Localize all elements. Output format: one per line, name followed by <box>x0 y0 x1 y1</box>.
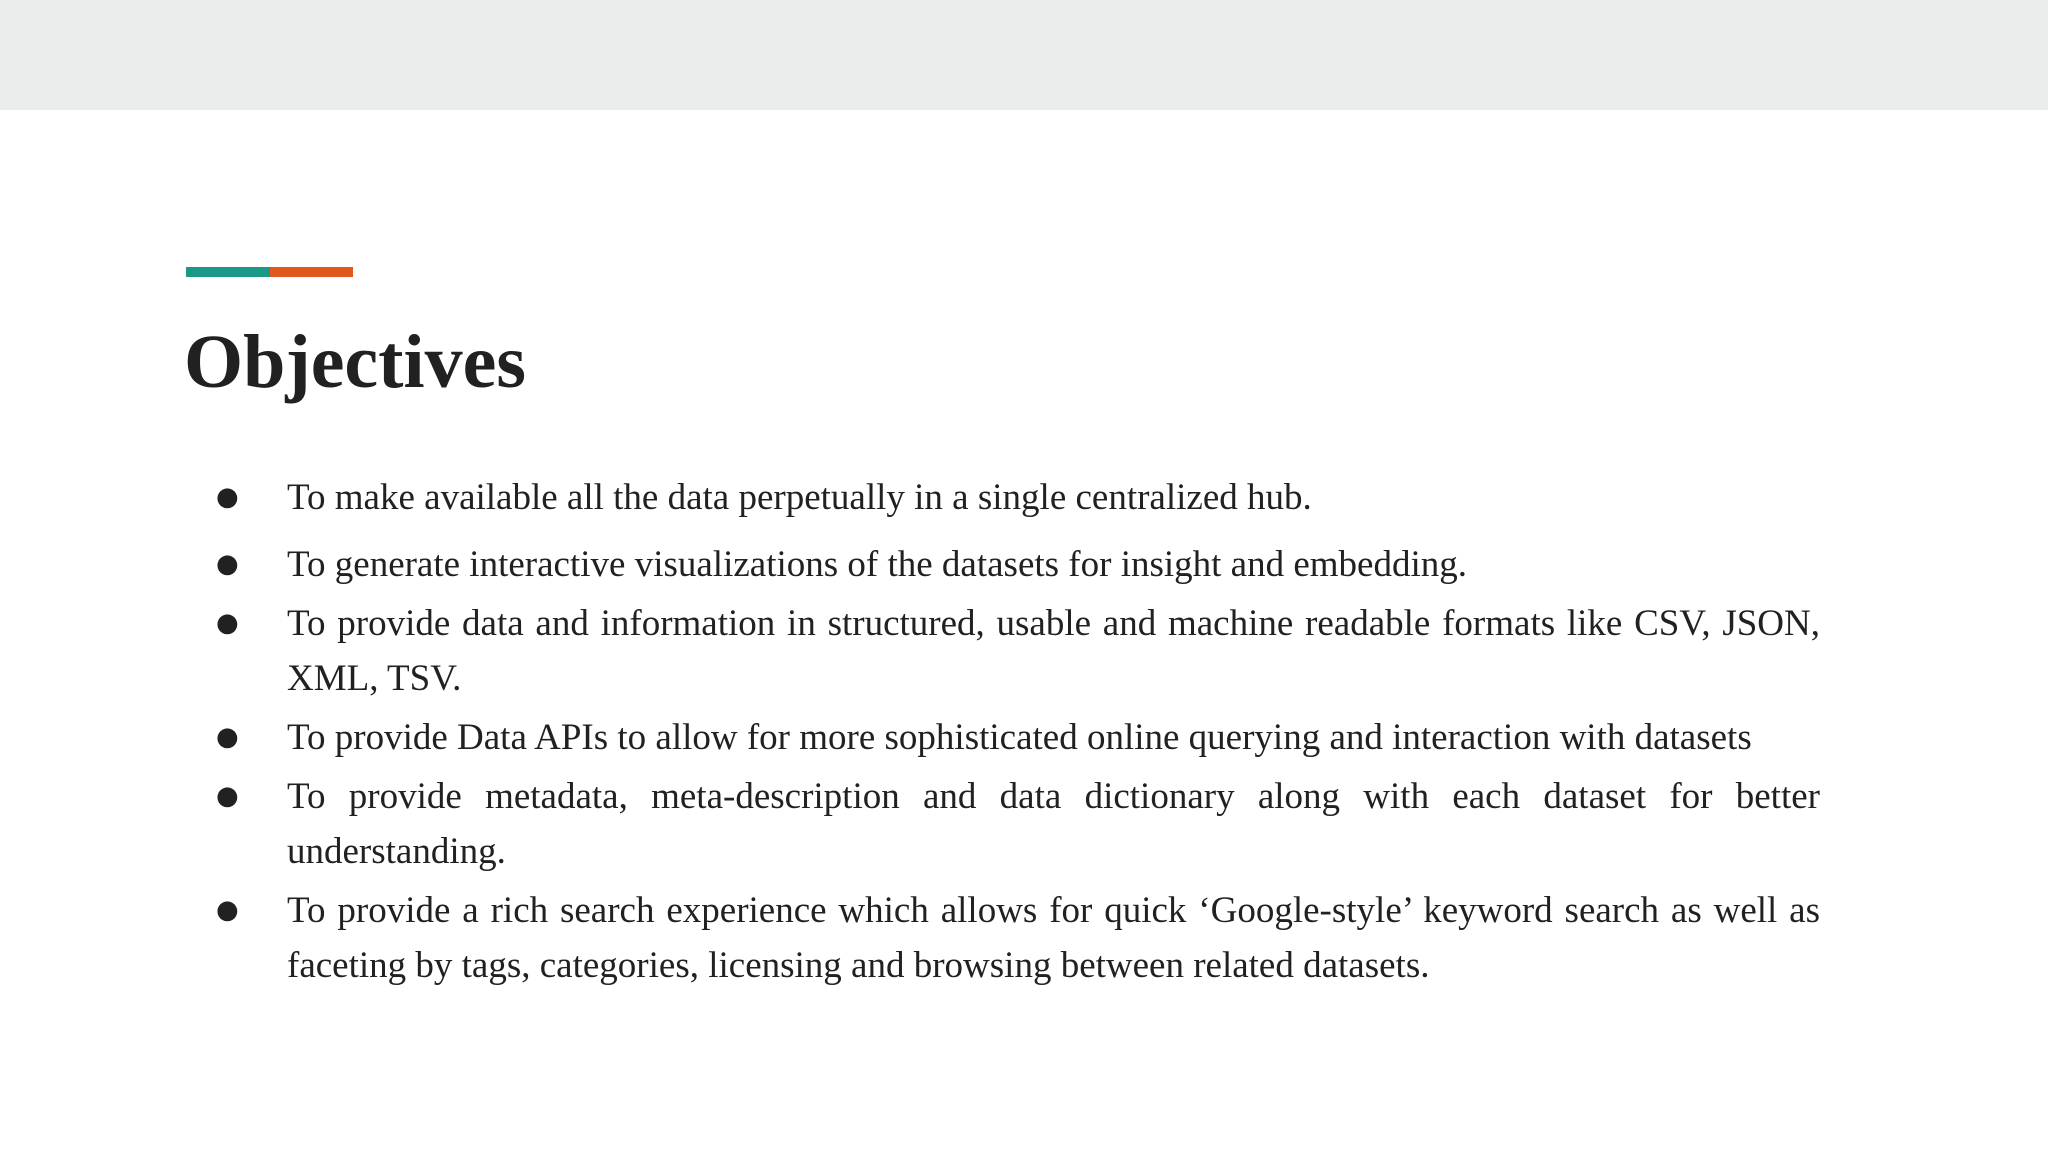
list-item-text: To provide metadata, meta-description and data dictionary along with each dataset for better understanding. <box>287 776 1820 872</box>
list-item-text: To make available all the data perpetually in a single centralized hub. <box>287 477 1312 518</box>
accent-segment-teal <box>186 267 270 277</box>
top-band <box>0 0 2048 110</box>
title-accent-bar <box>186 267 353 277</box>
accent-segment-orange <box>270 267 353 277</box>
list-item-text: To provide a rich search experience which allows for quick ‘Google-style’ keyword search as well as faceting by tags, categories, licensing and browsing between related datasets. <box>287 890 1820 986</box>
bullet-icon: ● <box>216 722 239 752</box>
bullet-icon: ● <box>216 482 239 512</box>
list-item-text: To provide Data APIs to allow for more sophisticated online querying and interaction with datasets <box>287 717 1752 758</box>
bullet-icon: ● <box>216 895 239 925</box>
list-item <box>212 710 1820 765</box>
bullet-icon: ● <box>216 549 239 579</box>
list-item <box>212 537 1820 592</box>
list-item-text: To generate interactive visualizations of the datasets for insight and embedding. <box>287 544 1468 585</box>
list-item <box>212 883 1820 993</box>
list-item <box>212 596 1820 706</box>
slide-title: Objectives <box>184 320 526 404</box>
bullet-icon: ● <box>216 608 239 638</box>
bullet-icon: ● <box>216 781 239 811</box>
list-item <box>212 769 1820 879</box>
list-item <box>212 470 1820 525</box>
list-item-text: To provide data and information in structured, usable and machine readable formats like CSV, JSON, XML, TSV. <box>287 603 1820 699</box>
objectives-list <box>212 470 1820 993</box>
